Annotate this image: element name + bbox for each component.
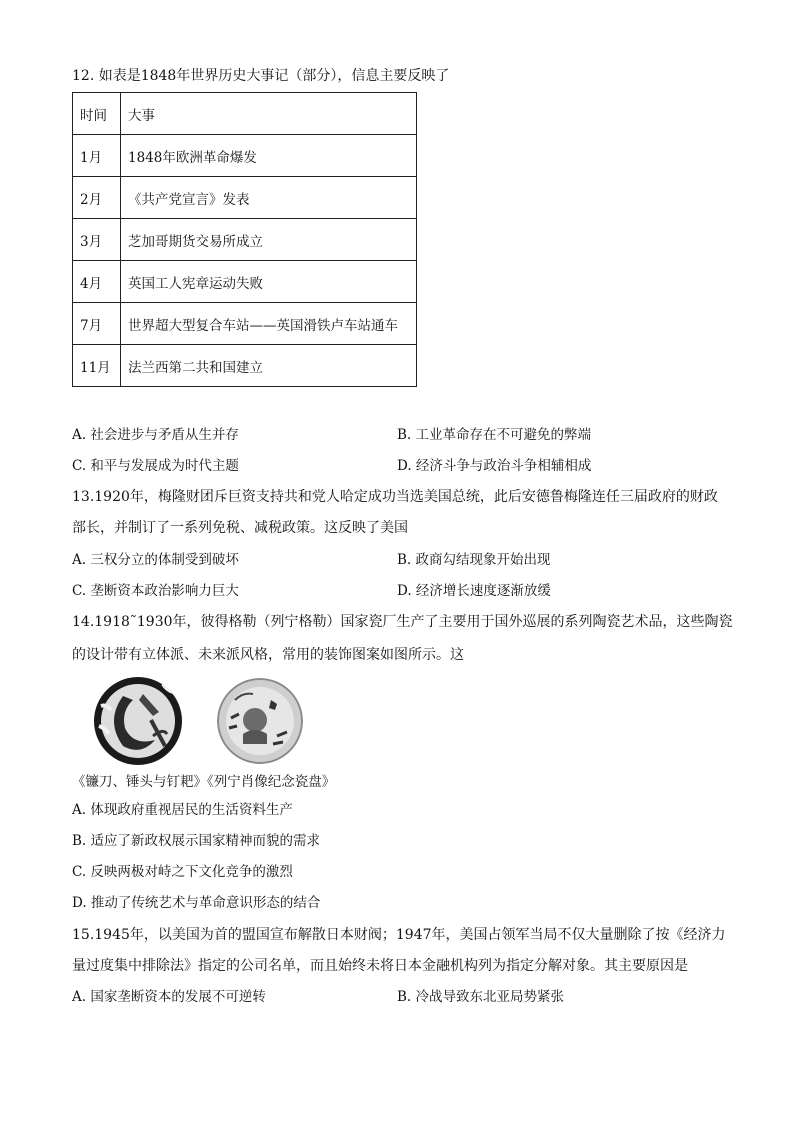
row-event: 《共产党宣言》发表: [121, 177, 417, 219]
q14-stem-line1: 14.1918˜1930年，彼得格勒（列宁格勒）国家瓷厂生产了主要用于国外巡展的系列陶瓷艺术品，这些陶瓷: [72, 614, 733, 630]
q13-option-c: C. 垄断资本政治影响力巨大: [72, 583, 239, 599]
row-time: 3月: [73, 219, 121, 261]
table-row: [73, 219, 417, 261]
q14-option-d: D. 推动了传统艺术与革命意识形态的结合: [72, 895, 321, 911]
q13-option-a: A. 三权分立的体制受到破坏: [72, 552, 239, 568]
header-event: 大事: [121, 93, 417, 135]
row-time: 1月: [73, 135, 121, 177]
q13-stem-line2: 部长，并制订了一系列免税、减税政策。这反映了美国: [72, 520, 408, 536]
row-time: 2月: [73, 177, 121, 219]
sickle-hammer-rake-plate-image: [93, 676, 183, 766]
q13-option-b: B. 政商勾结现象开始出现: [397, 552, 551, 568]
q12-option-b: B. 工业革命存在不可避免的弊端: [397, 427, 592, 443]
table-row: [73, 345, 417, 387]
plates-caption: 《镰刀、锤头与钉耙》《列宁肖像纪念瓷盘》: [72, 774, 336, 790]
row-time: 7月: [73, 303, 121, 345]
q15-option-a: A. 国家垄断资本的发展不可逆转: [72, 989, 266, 1005]
q12-option-a: A. 社会进步与矛盾从生并存: [72, 427, 239, 443]
row-time: 11月: [73, 345, 121, 387]
q13-stem-line1: 13.1920年，梅隆财团斥巨资支持共和党人哈定成功当选美国总统，此后安德鲁梅隆连任三届政府的财政: [72, 489, 718, 505]
q14-option-a: A. 体现政府重视居民的生活资料生产: [72, 802, 293, 818]
row-event: 世界超大型复合车站——英国滑铁卢车站通车: [121, 303, 417, 345]
lenin-portrait-plate-image: [217, 678, 303, 764]
table-row: [73, 177, 417, 219]
events-table: [72, 92, 417, 387]
q13-option-d: D. 经济增长速度逐渐放缓: [397, 583, 551, 599]
row-time: 4月: [73, 261, 121, 303]
row-event: 法兰西第二共和国建立: [121, 345, 417, 387]
header-time: 时间: [73, 93, 121, 135]
table-row: [73, 261, 417, 303]
q14-option-b: B. 适应了新政权展示国家精神而貌的需求: [72, 833, 321, 849]
table-row: [73, 303, 417, 345]
row-event: 1848年欧洲革命爆发: [121, 135, 417, 177]
q14-stem-line2: 的设计带有立体派、未来派风格，常用的装饰图案如图所示。这: [72, 647, 464, 663]
q12-stem: 12. 如表是1848年世界历史大事记（部分），信息主要反映了: [72, 68, 450, 84]
q15-option-b: B. 冷战导致东北亚局势紧张: [397, 989, 565, 1005]
row-event: 芝加哥期货交易所成立: [121, 219, 417, 261]
q15-stem-line1: 15.1945年，以美国为首的盟国宣布解散日本财阀；1947年，美国占领军当局不仅大量删除了按《经济力: [72, 927, 726, 943]
row-event: 英国工人宪章运动失败: [121, 261, 417, 303]
table-header-row: [73, 93, 417, 135]
table-row: [73, 135, 417, 177]
q15-stem-line2: 量过度集中排除法》指定的公司名单，而且始终未将日本金融机构列为指定分解对象。其主要原因是: [72, 958, 688, 974]
q14-option-c: C. 反映两极对峙之下文化竞争的激烈: [72, 864, 293, 880]
q12-option-d: D. 经济斗争与政治斗争相辅相成: [397, 458, 592, 474]
q12-option-c: C. 和平与发展成为时代主题: [72, 458, 239, 474]
